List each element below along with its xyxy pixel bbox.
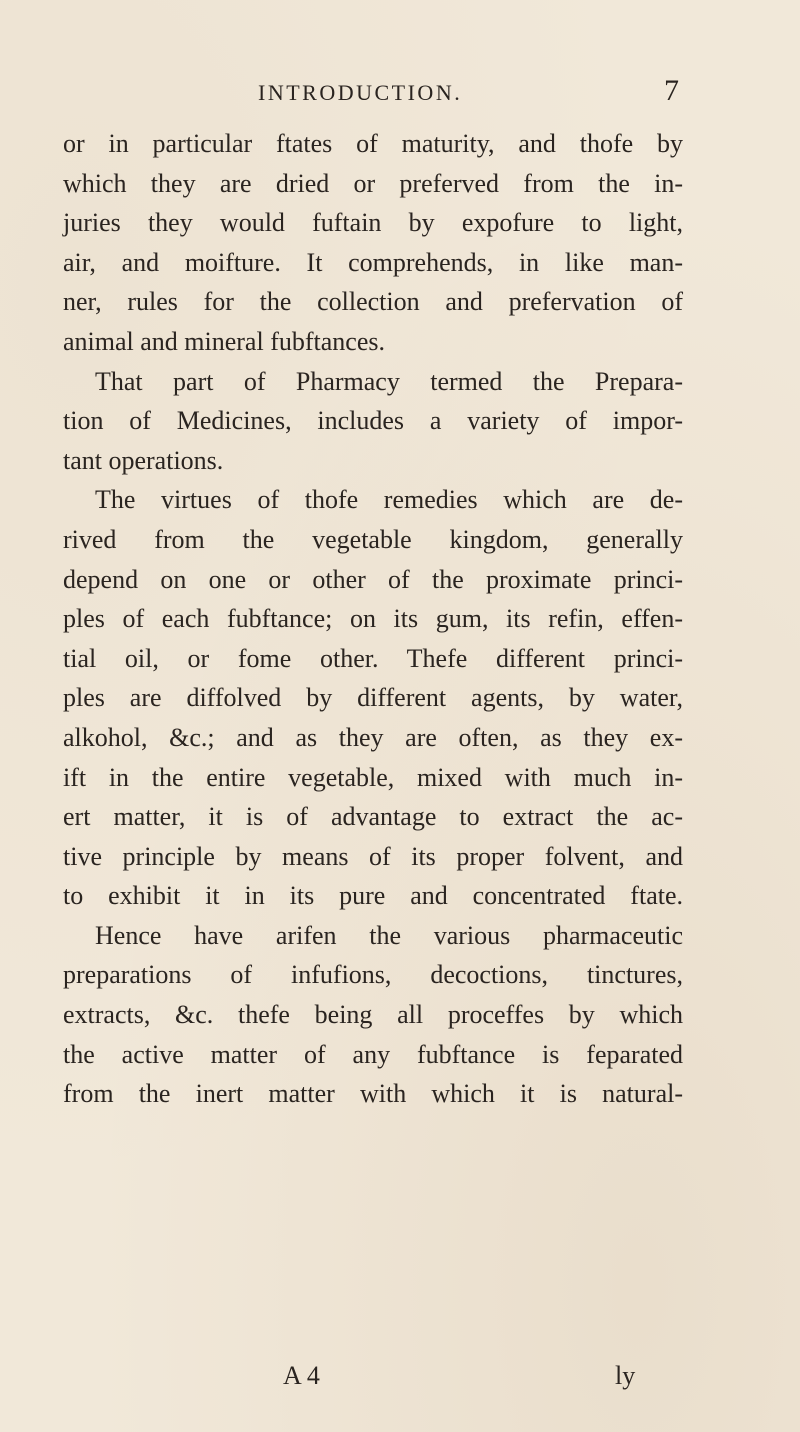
text-line: ner, rules for the collection and prefervation of — [63, 287, 683, 317]
text-line: juries they would fuftain by expofure to light, — [63, 208, 683, 238]
text-line: air, and moifture. It comprehends, in like man- — [63, 247, 683, 277]
catchword: ly — [615, 1361, 636, 1390]
signature-mark: A 4 — [283, 1361, 320, 1390]
text-line: tive principle by means of its proper folvent, and — [63, 841, 683, 871]
page-number: 7 — [664, 74, 679, 107]
text-line: tial oil, or fome other. Thefe different princi- — [63, 643, 683, 673]
text-line: That part of Pharmacy termed the Prepara- — [95, 366, 683, 396]
text-line: tant operations. — [63, 445, 224, 475]
text-line: preparations of infufions, decoctions, tinctures, — [63, 960, 683, 990]
text-line: which they are dried or preferved from the in- — [63, 168, 683, 198]
body-text — [63, 124, 683, 1114]
text-line: tion of Medicines, includes a variety of impor- — [63, 406, 683, 436]
text-line: The virtues of thofe remedies which are de- — [95, 485, 683, 515]
text-line: or in particular ftates of maturity, and thofe by — [63, 129, 683, 158]
text-line: alkohol, &c.; and as they are often, as they ex- — [63, 722, 683, 752]
text-line: ples of each fubftance; on its gum, its refin, effen- — [63, 604, 683, 634]
text-line: extracts, &c. thefe being all proceffes by which — [63, 1000, 683, 1030]
page-header — [0, 74, 800, 110]
text-line: the active matter of any fubftance is feparated — [63, 1039, 683, 1069]
text-line: ert matter, it is of advantage to extract the ac- — [63, 802, 683, 832]
text-line: animal and mineral fubftances. — [63, 326, 385, 356]
text-line: Hence have arifen the various pharmaceutic — [95, 920, 683, 950]
text-line: from the inert matter with which it is natural- — [63, 1079, 683, 1109]
page-footer — [0, 1361, 800, 1401]
text-line: ples are diffolved by different agents, by water, — [63, 683, 683, 713]
text-line: to exhibit it in its pure and concentrated ftate. — [63, 881, 683, 911]
running-head: INTRODUCTION. — [258, 80, 463, 105]
text-line: depend on one or other of the proximate princi- — [63, 564, 683, 594]
text-line: rived from the vegetable kingdom, generally — [63, 524, 683, 554]
text-line: ift in the entire vegetable, mixed with much in- — [63, 762, 683, 792]
